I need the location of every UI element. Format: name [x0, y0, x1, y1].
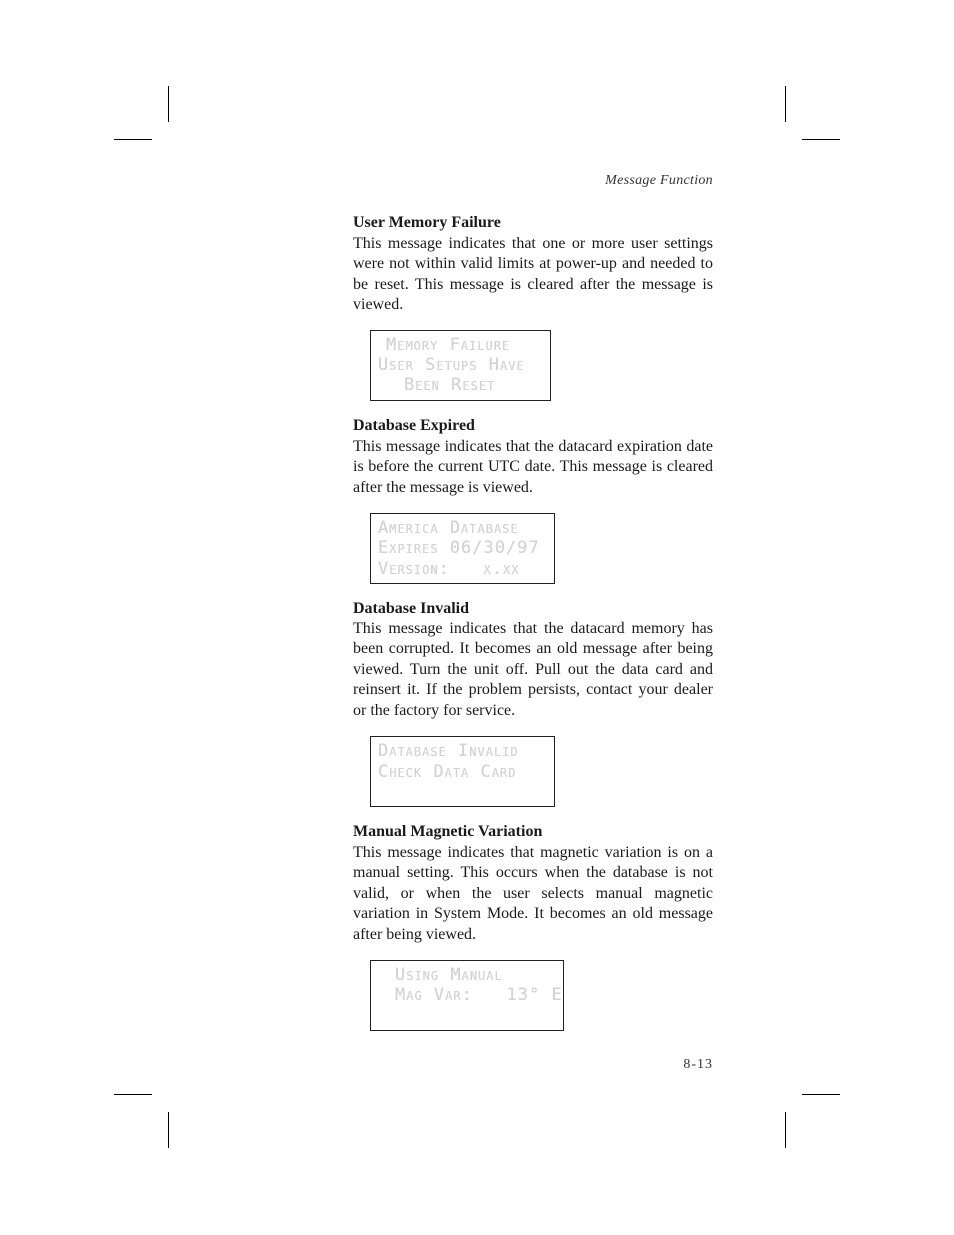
display-line: User Setups Have	[378, 355, 525, 375]
display-line: America Database	[378, 518, 519, 538]
section-title-manual-magnetic-variation: Manual Magnetic Variation	[353, 823, 543, 840]
section-body-database-invalid: This message indicates that the datacard memory has been corrupted. It becomes an old message after being viewed. Turn the unit off. Pull out the data card and reinsert it. If the problem persists, contact your dealer or the factory for service.	[353, 620, 713, 719]
page-number: 8-13	[683, 1057, 713, 1072]
display-screen-memory-failure	[370, 330, 551, 401]
section-body-database-expired: This message indicates that the datacard expiration date is before the current UTC date. This message is cleared after the message is viewed.	[353, 438, 713, 496]
display-line: Version: x.xx	[378, 559, 520, 579]
display-line: Expires 06/30/97	[378, 538, 540, 558]
display-line: Mag Var: 13° E	[395, 985, 563, 1005]
section-title-database-invalid: Database Invalid	[353, 600, 470, 617]
section-title-database-expired: Database Expired	[353, 417, 475, 434]
display-line: Using Manual	[395, 965, 503, 985]
section-body-user-memory-failure: This message indicates that one or more user settings were not within valid limits at power-up and needed to be reset. This message is cleared after the message is viewed.	[353, 235, 713, 314]
crop-mark-top-right-horizontal	[802, 139, 840, 140]
section-body-manual-magnetic-variation: This message indicates that magnetic variation is on a manual setting. This occurs when the database is not valid, or when the user selects manual magnetic variation in System Mode. It becomes an old message after being viewed.	[353, 844, 713, 943]
display-line: Memory Failure	[386, 335, 511, 355]
display-line: Been Reset	[404, 375, 496, 395]
crop-mark-bottom-right-horizontal	[802, 1094, 840, 1095]
crop-mark-top-left-horizontal	[114, 139, 152, 140]
display-screen-database-invalid	[370, 736, 555, 807]
crop-mark-top-left-vertical	[168, 86, 169, 122]
crop-mark-bottom-left-horizontal	[114, 1094, 152, 1095]
display-line: Check Data Card	[378, 762, 517, 782]
display-screen-database-expired	[370, 513, 555, 584]
crop-mark-top-right-vertical	[785, 86, 786, 122]
display-line: Database Invalid	[378, 741, 519, 761]
crop-mark-bottom-left-vertical	[168, 1112, 169, 1148]
crop-mark-bottom-right-vertical	[785, 1112, 786, 1148]
running-header: Message Function	[605, 173, 713, 188]
section-title-user-memory-failure: User Memory Failure	[353, 214, 501, 231]
display-screen-manual-magnetic-variation	[370, 960, 564, 1031]
